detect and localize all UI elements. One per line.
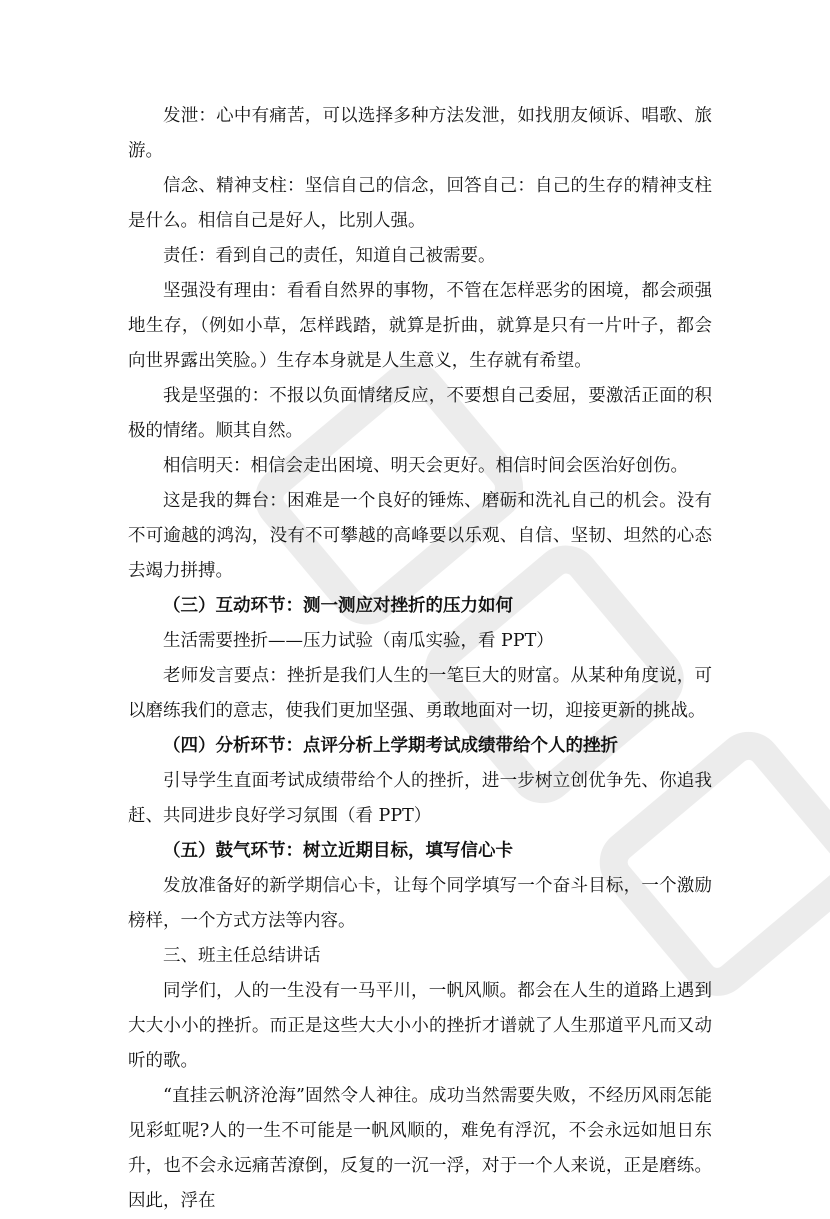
paragraph-classmates: 同学们，人的一生没有一马平川，一帆风顺。都会在人生的道路上遇到大大小小的挫折。而正是这些大大小小的挫折才谱就了人生那道平凡而又动听的歌。 [128,981,712,1071]
paragraph-teacher-points: 老师发言要点：挫折是我们人生的一笔巨大的财富。从某种角度说，可以磨练我们的意志，使我们更加坚强、勇敢地面对一切，迎接更新的挑战。 [128,666,712,721]
paragraph-i-am-strong: 我是坚强的：不报以负面情绪反应，不要想自己委屈，要激活正面的积极的情绪。顺其自然。 [128,386,712,441]
paragraph-belief: 信念、精神支柱：坚信自己的信念，回答自己：自己的生存的精神支柱是什么。相信自己是好人，比别人强。 [128,176,712,231]
paragraph-pressure-test: 生活需要挫折——压力试验（南瓜实验，看 PPT） [163,631,554,651]
paragraph-vent: 发泄：心中有痛苦，可以选择多种方法发泄，如找朋友倾诉、唱歌、旅游。 [128,106,712,161]
section-heading-analysis: （四）分析环节：点评分析上学期考试成绩带给个人的挫折 [163,736,618,756]
section-heading-interaction: （三）互动环节：测一测应对挫折的压力如何 [163,596,513,616]
paragraph-stage: 这是我的舞台：困难是一个良好的锤炼、磨砺和洗礼自己的机会。没有不可逾越的鸿沟，没有不可攀越的高峰要以乐观、自信、坚韧、坦然的心态去竭力拼搏。 [128,491,712,581]
paragraph-confidence-card: 发放准备好的新学期信心卡，让每个同学填写一个奋斗目标，一个激励榜样，一个方式方法等内容。 [128,876,712,931]
paragraph-strong: 坚强没有理由：看看自然界的事物，不管在怎样恶劣的困境，都会顽强地生存，（例如小草，怎样践踏，就算是折曲，就算是只有一片叶子，都会向世界露出笑脸。）生存本身就是人生意义，生存就有希望。 [128,281,712,371]
paragraph-responsibility: 责任：看到自己的责任，知道自己被需要。 [163,246,496,266]
paragraph-summary-heading: 三、班主任总结讲话 [163,946,321,966]
section-heading-encourage: （五）鼓气环节：树立近期目标，填写信心卡 [163,841,513,861]
paragraph-tomorrow: 相信明天：相信会走出困境、明天会更好。相信时间会医治好创伤。 [163,456,688,476]
document-body [128,99,712,1219]
paragraph-guide: 引导学生直面考试成绩带给个人的挫折，进一步树立创优争先、你追我赶、共同进步良好学习氛围（看 PPT） [128,771,712,826]
paragraph-sail: “直挂云帆济沧海”固然令人神往。成功当然需要失败，不经历风雨怎能见彩虹呢?人的一生不可能是一帆风顺的，难免有浮沉，不会永远如旭日东升，也不会永远痛苦潦倒，反复的一沉一浮，对于一个人来说，正是磨练。因此，浮在 [128,1086,712,1211]
